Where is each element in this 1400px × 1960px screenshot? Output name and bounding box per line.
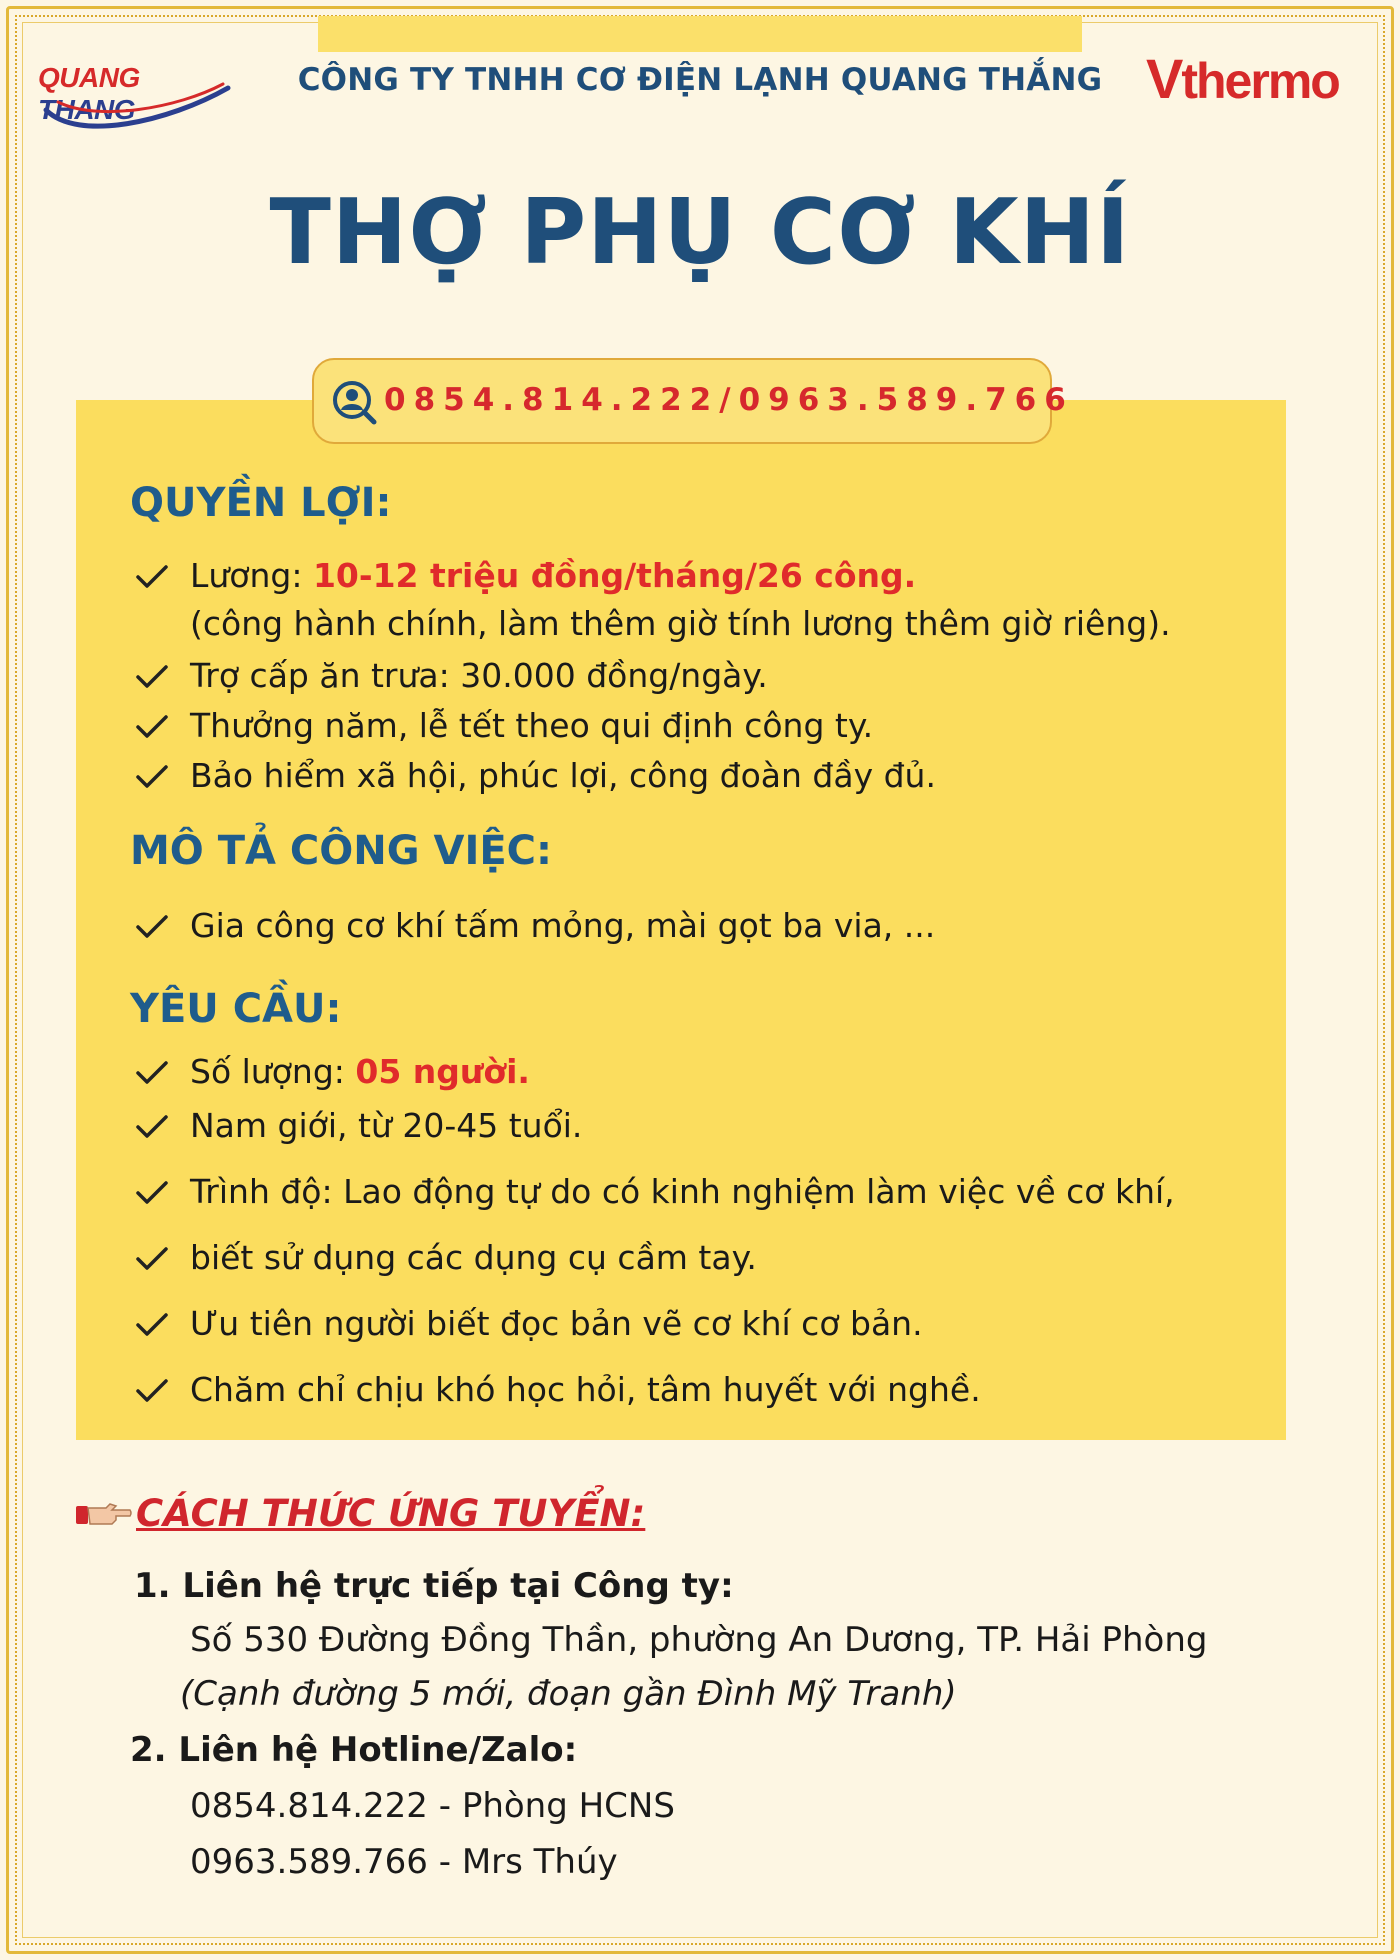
company-address: Số 530 Đường Đồng Thần, phường An Dương, TP. Hải Phòng xyxy=(190,1620,1208,1660)
quantity-value: 05 người. xyxy=(355,1052,530,1091)
quang-thang-logo xyxy=(38,52,238,132)
company-name: CÔNG TY TNHH CƠ ĐIỆN LẠNH QUANG THẮNG xyxy=(297,62,1103,98)
checkmark-icon xyxy=(134,912,170,942)
requirement-text: Trình độ: Lao động tự do có kinh nghiệm làm việc về cơ khí, xyxy=(190,1172,1175,1211)
benefit-text: Thưởng năm, lễ tết theo qui định công ty. xyxy=(190,706,874,745)
checkmark-icon xyxy=(134,662,170,692)
logo-swoosh-icon xyxy=(38,82,238,132)
quantity-label: Số lượng: xyxy=(190,1052,356,1091)
requirement-text: Chăm chỉ chịu khó học hỏi, tâm huyết với nghề. xyxy=(190,1370,981,1409)
benefit-text: Trợ cấp ăn trưa: 30.000 đồng/ngày. xyxy=(190,656,768,695)
requirement-text: Ưu tiên người biết đọc bản vẽ cơ khí cơ bản. xyxy=(190,1304,923,1343)
vthermo-logo xyxy=(1146,46,1376,110)
checkmark-icon xyxy=(134,1310,170,1340)
apply-step-2: 2. Liên hệ Hotline/Zalo: xyxy=(130,1730,578,1770)
checkmark-icon xyxy=(134,1244,170,1274)
salary-label: Lương: xyxy=(190,556,313,595)
apply-heading: CÁCH THỨC ỨNG TUYỂN: xyxy=(136,1492,646,1535)
salary-note: (công hành chính, làm thêm giờ tính lương thêm giờ riêng). xyxy=(190,604,1171,643)
phone-banner[interactable] xyxy=(312,358,1074,444)
logo-v-letter: V xyxy=(1146,47,1182,110)
checkmark-icon xyxy=(134,762,170,792)
checkmark-icon xyxy=(134,1058,170,1088)
checkmark-icon xyxy=(134,1112,170,1142)
contact-mrs-thuy[interactable]: 0963.589.766 - Mrs Thúy xyxy=(190,1842,618,1882)
requirement-text: Nam giới, từ 20-45 tuổi. xyxy=(190,1106,583,1145)
salary-value: 10-12 triệu đồng/tháng/26 công. xyxy=(312,556,917,595)
job-title: THỢ PHỤ CƠ KHÍ xyxy=(269,180,1131,285)
checkmark-icon xyxy=(134,1376,170,1406)
apply-step-1: 1. Liên hệ trực tiếp tại Công ty: xyxy=(134,1566,734,1606)
benefits-heading: QUYỀN LỢI: xyxy=(130,480,392,526)
description-text: Gia công cơ khí tấm mỏng, mài gọt ba via, ... xyxy=(190,906,936,945)
requirements-heading: YÊU CẦU: xyxy=(130,986,342,1032)
checkmark-icon xyxy=(134,562,170,592)
logo-word-quang: QUANG xyxy=(38,62,140,93)
checkmark-icon xyxy=(134,1178,170,1208)
phone-numbers: 0854.814.222/0963.589.766 xyxy=(384,382,1074,418)
logo-thermo-word: thermo xyxy=(1181,53,1339,109)
address-note: (Cạnh đường 5 mới, đoạn gần Đình Mỹ Tranh) xyxy=(180,1674,957,1714)
benefit-text: Bảo hiểm xã hội, phúc lợi, công đoàn đầy đủ. xyxy=(190,756,936,795)
requirement-text: biết sử dụng các dụng cụ cầm tay. xyxy=(190,1238,757,1277)
pointing-hand-icon xyxy=(76,1496,132,1532)
search-person-icon xyxy=(330,378,378,426)
description-heading: MÔ TẢ CÔNG VIỆC: xyxy=(130,828,553,874)
logo-word-thang: THANG xyxy=(38,94,136,125)
header-accent-bar xyxy=(318,16,1082,52)
contact-hcns[interactable]: 0854.814.222 - Phòng HCNS xyxy=(190,1786,675,1826)
checkmark-icon xyxy=(134,712,170,742)
